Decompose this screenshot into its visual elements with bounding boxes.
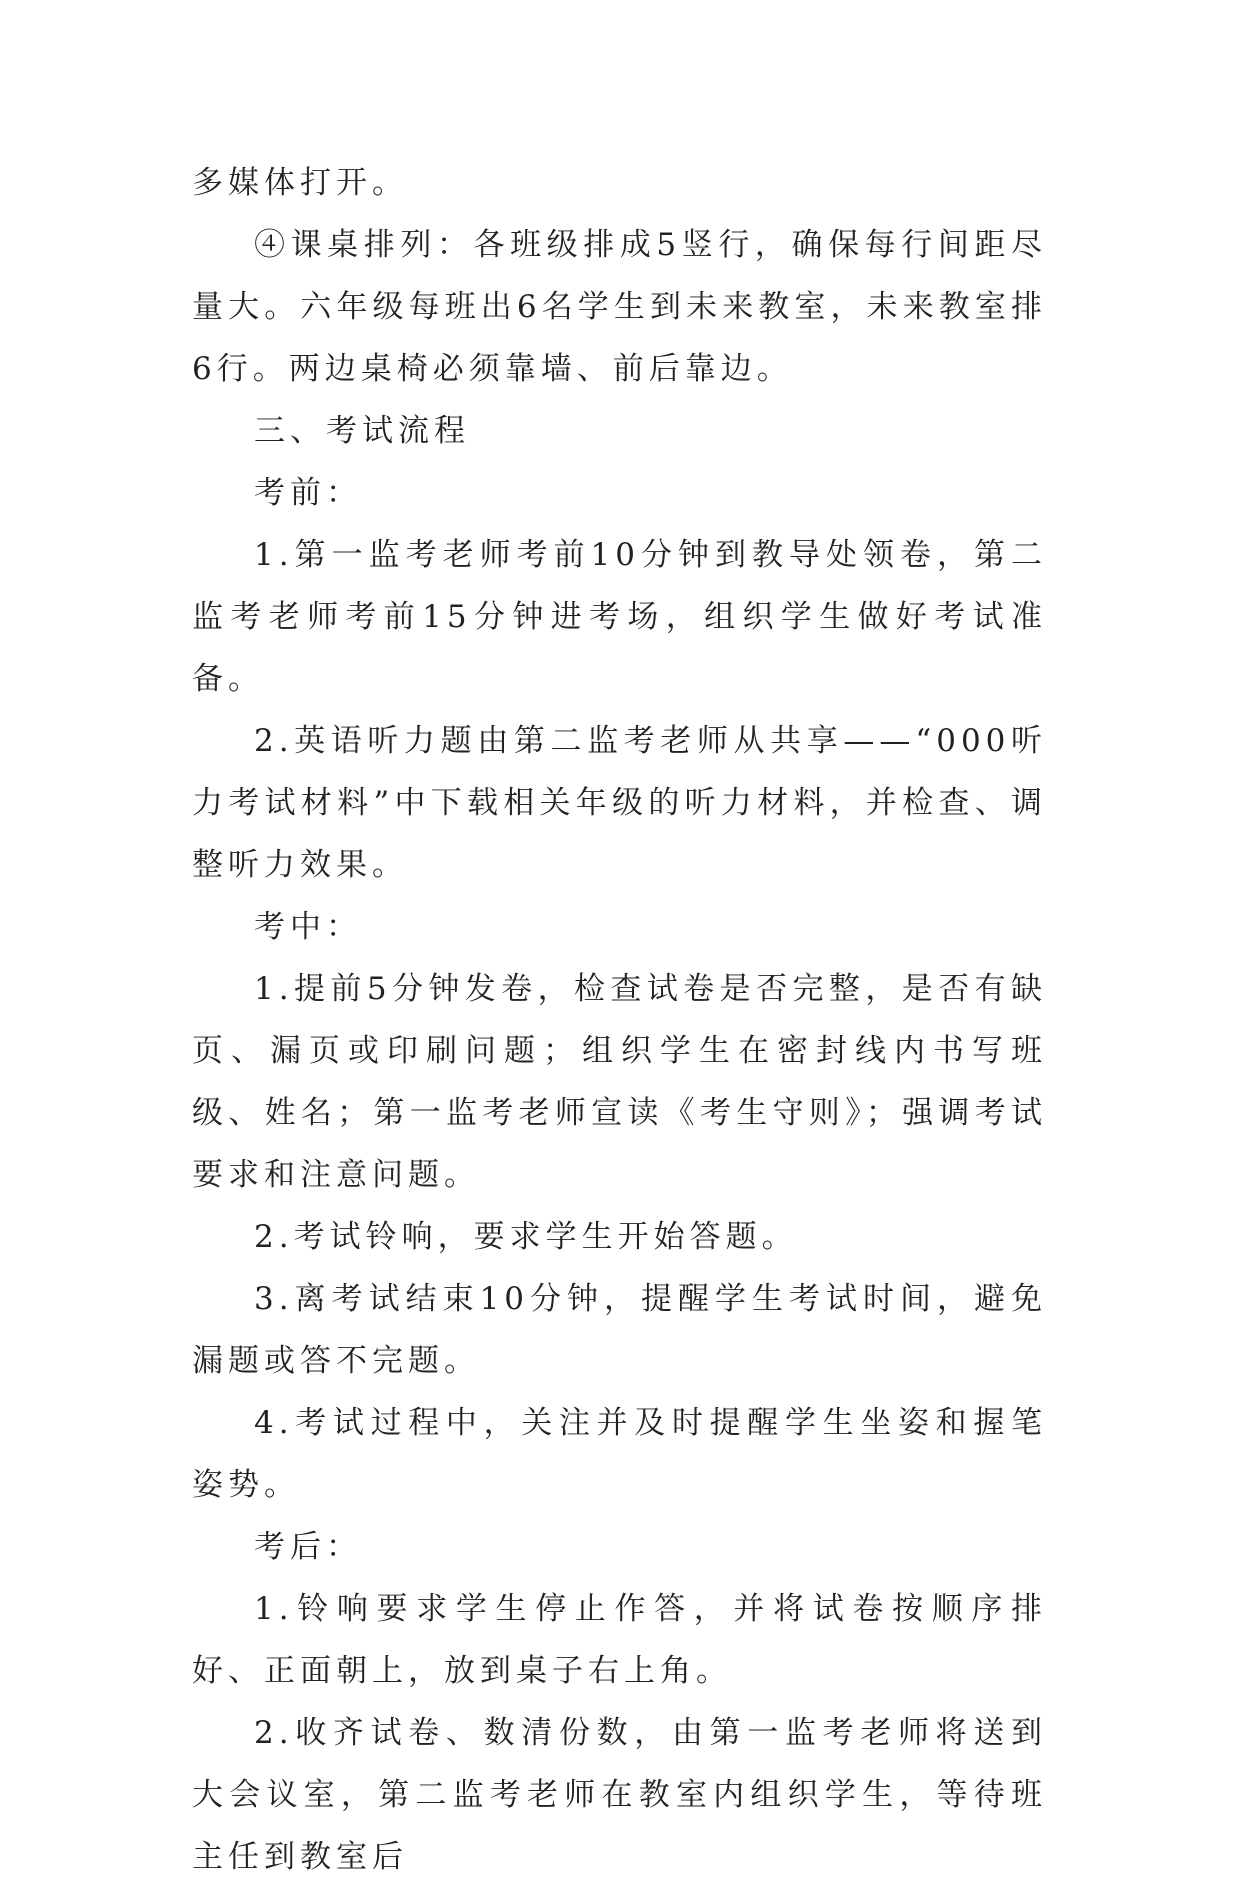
- paragraph-desk-arrangement: ④课桌排列：各班级排成5竖行，确保每行间距尽量大。六年级每班出6名学生到未来教室，未来教室排6行。两边桌椅必须靠墙、前后靠边。: [192, 227, 1047, 387]
- subheading-during-exam: 考中：: [254, 909, 362, 945]
- list-item-during-3: 3.离考试结束10分钟，提醒学生考试时间，避免漏题或答不完题。: [192, 1281, 1047, 1379]
- list-item-during-2: 2.考试铃响，要求学生开始答题。: [254, 1219, 798, 1255]
- list-item-before-1: 1.第一监考老师考前10分钟到教导处领卷，第二监考老师考前15分钟进考场，组织学生做好考试准备。: [192, 537, 1047, 697]
- section-heading-exam-process: 三、考试流程: [254, 413, 470, 449]
- paragraph-multimedia-open: 多媒体打开。: [192, 165, 408, 201]
- list-item-after-2: 2.收齐试卷、数清份数，由第一监考老师将送到大会议室，第二监考老师在教室内组织学生，等待班主任到教室后: [192, 1715, 1047, 1875]
- document-body: [192, 152, 1047, 1888]
- subheading-after-exam: 考后：: [254, 1529, 362, 1565]
- list-item-before-2: 2.英语听力题由第二监考老师从共享——“000听力考试材料”中下载相关年级的听力材料，并检查、调整听力效果。: [192, 723, 1047, 883]
- list-item-after-1: 1.铃响要求学生停止作答，并将试卷按顺序排好、正面朝上，放到桌子右上角。: [192, 1591, 1047, 1689]
- list-item-during-1: 1.提前5分钟发卷，检查试卷是否完整，是否有缺页、漏页或印刷问题；组织学生在密封线内书写班级、姓名；第一监考老师宣读《考生守则》；强调考试要求和注意问题。: [192, 971, 1047, 1193]
- list-item-during-4: 4.考试过程中，关注并及时提醒学生坐姿和握笔姿势。: [192, 1405, 1047, 1503]
- subheading-before-exam: 考前：: [254, 475, 362, 511]
